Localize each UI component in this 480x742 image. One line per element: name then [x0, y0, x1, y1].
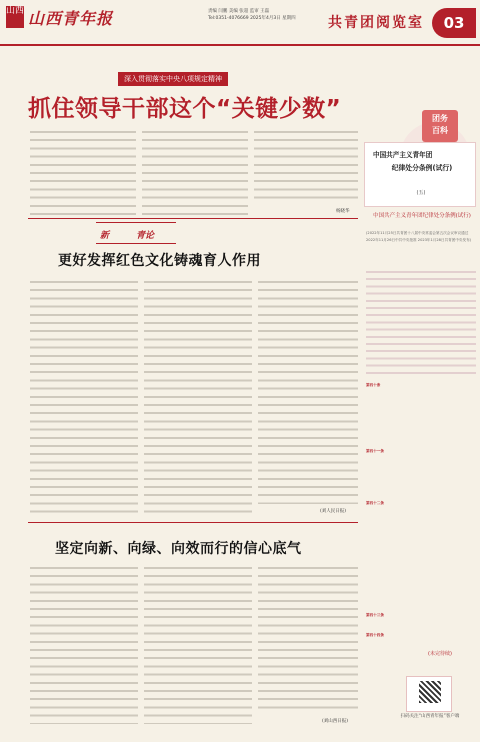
- article2-author: (刘人民日报): [320, 509, 347, 514]
- article3-headline: 坚定向新、向绿、向效而行的信心底气: [55, 541, 302, 557]
- sidebar-article-41-label: 第四十一条: [366, 449, 384, 453]
- sidebar-body-1: [366, 268, 476, 378]
- newspaper-logo: 山西青年报: [28, 9, 114, 28]
- page-number: 03: [432, 8, 476, 38]
- section-tag-left: 新: [100, 231, 110, 241]
- sidebar-article-40-label: 第四十条: [366, 383, 381, 387]
- lead-body-col2: [142, 128, 248, 220]
- sidebar-article-44-label: 第四十四条: [366, 633, 384, 637]
- masthead: [0, 0, 480, 46]
- lead-body-col1: [30, 128, 136, 220]
- article2-body-col3: [258, 278, 358, 504]
- sidebar-badge-line1: 团务: [432, 114, 448, 123]
- page-name: 共青团阅览室: [328, 15, 424, 31]
- sidebar-article-42-label: 第四十二条: [366, 501, 384, 505]
- sidebar-article-40: [366, 382, 476, 446]
- article2-body-col1: [30, 278, 138, 516]
- qr-code-box[interactable]: [406, 676, 452, 712]
- lead-author: 杨晓华: [336, 209, 350, 214]
- sidebar-article-44: [366, 632, 476, 650]
- lead-body-col3: [254, 128, 358, 204]
- article2-headline: 更好发挥红色文化铸魂育人作用: [58, 253, 261, 269]
- article2-body-col2: [144, 278, 252, 516]
- section-tag: [96, 222, 176, 244]
- lead-kicker: 深入贯彻落实中央八项规定精神: [118, 72, 228, 86]
- sidebar-title-box: [364, 142, 476, 207]
- logo-mark: 山西: [6, 6, 24, 28]
- article3-body-col3: [258, 564, 358, 714]
- sidebar-law-title: 中国共产主义青年团纪律处分条例(试行): [373, 213, 471, 219]
- date-line: Tel:0351-4076669 2025年4月3日 星期四: [208, 16, 296, 21]
- sidebar-article-42: [366, 500, 476, 562]
- section-divider-2: [28, 522, 358, 523]
- sidebar-badge: [422, 110, 458, 142]
- article3-body-col1: [30, 564, 138, 724]
- qr-caption: 扫码关注“山西青年报”客户端: [400, 714, 460, 719]
- sidebar-box-subtitle: 纪律处分条例(试行): [391, 164, 453, 172]
- section-tag-right: 青论: [136, 231, 155, 241]
- sidebar-article-43: [366, 612, 476, 630]
- qr-code-icon: [419, 681, 441, 703]
- section-divider-1: [28, 218, 358, 219]
- sidebar-article-41: [366, 448, 476, 498]
- sidebar-law-note: (2022年11月25日共青团十八届中央常委会第五次会议审议通过 2022年11月26日中共中央批准 2023年1月28日共青团中央发布): [366, 231, 472, 242]
- editors-line: 责编 闫鹏 美编 张超 监审 王磊: [208, 9, 270, 14]
- article3-author: (刘山西日报): [322, 719, 349, 724]
- sidebar-box-title: 中国共产主义青年团: [373, 151, 433, 159]
- sidebar-badge-line2: 百科: [432, 126, 448, 135]
- edition-meta: [208, 8, 323, 22]
- sidebar-box-part: (五): [416, 190, 426, 196]
- article3-body-col2: [144, 564, 252, 724]
- to-be-continued: (未完待续): [428, 651, 452, 657]
- lead-headline: 抓住领导干部这个“关键少数”: [28, 96, 342, 122]
- sidebar-article-43-label: 第四十三条: [366, 613, 384, 617]
